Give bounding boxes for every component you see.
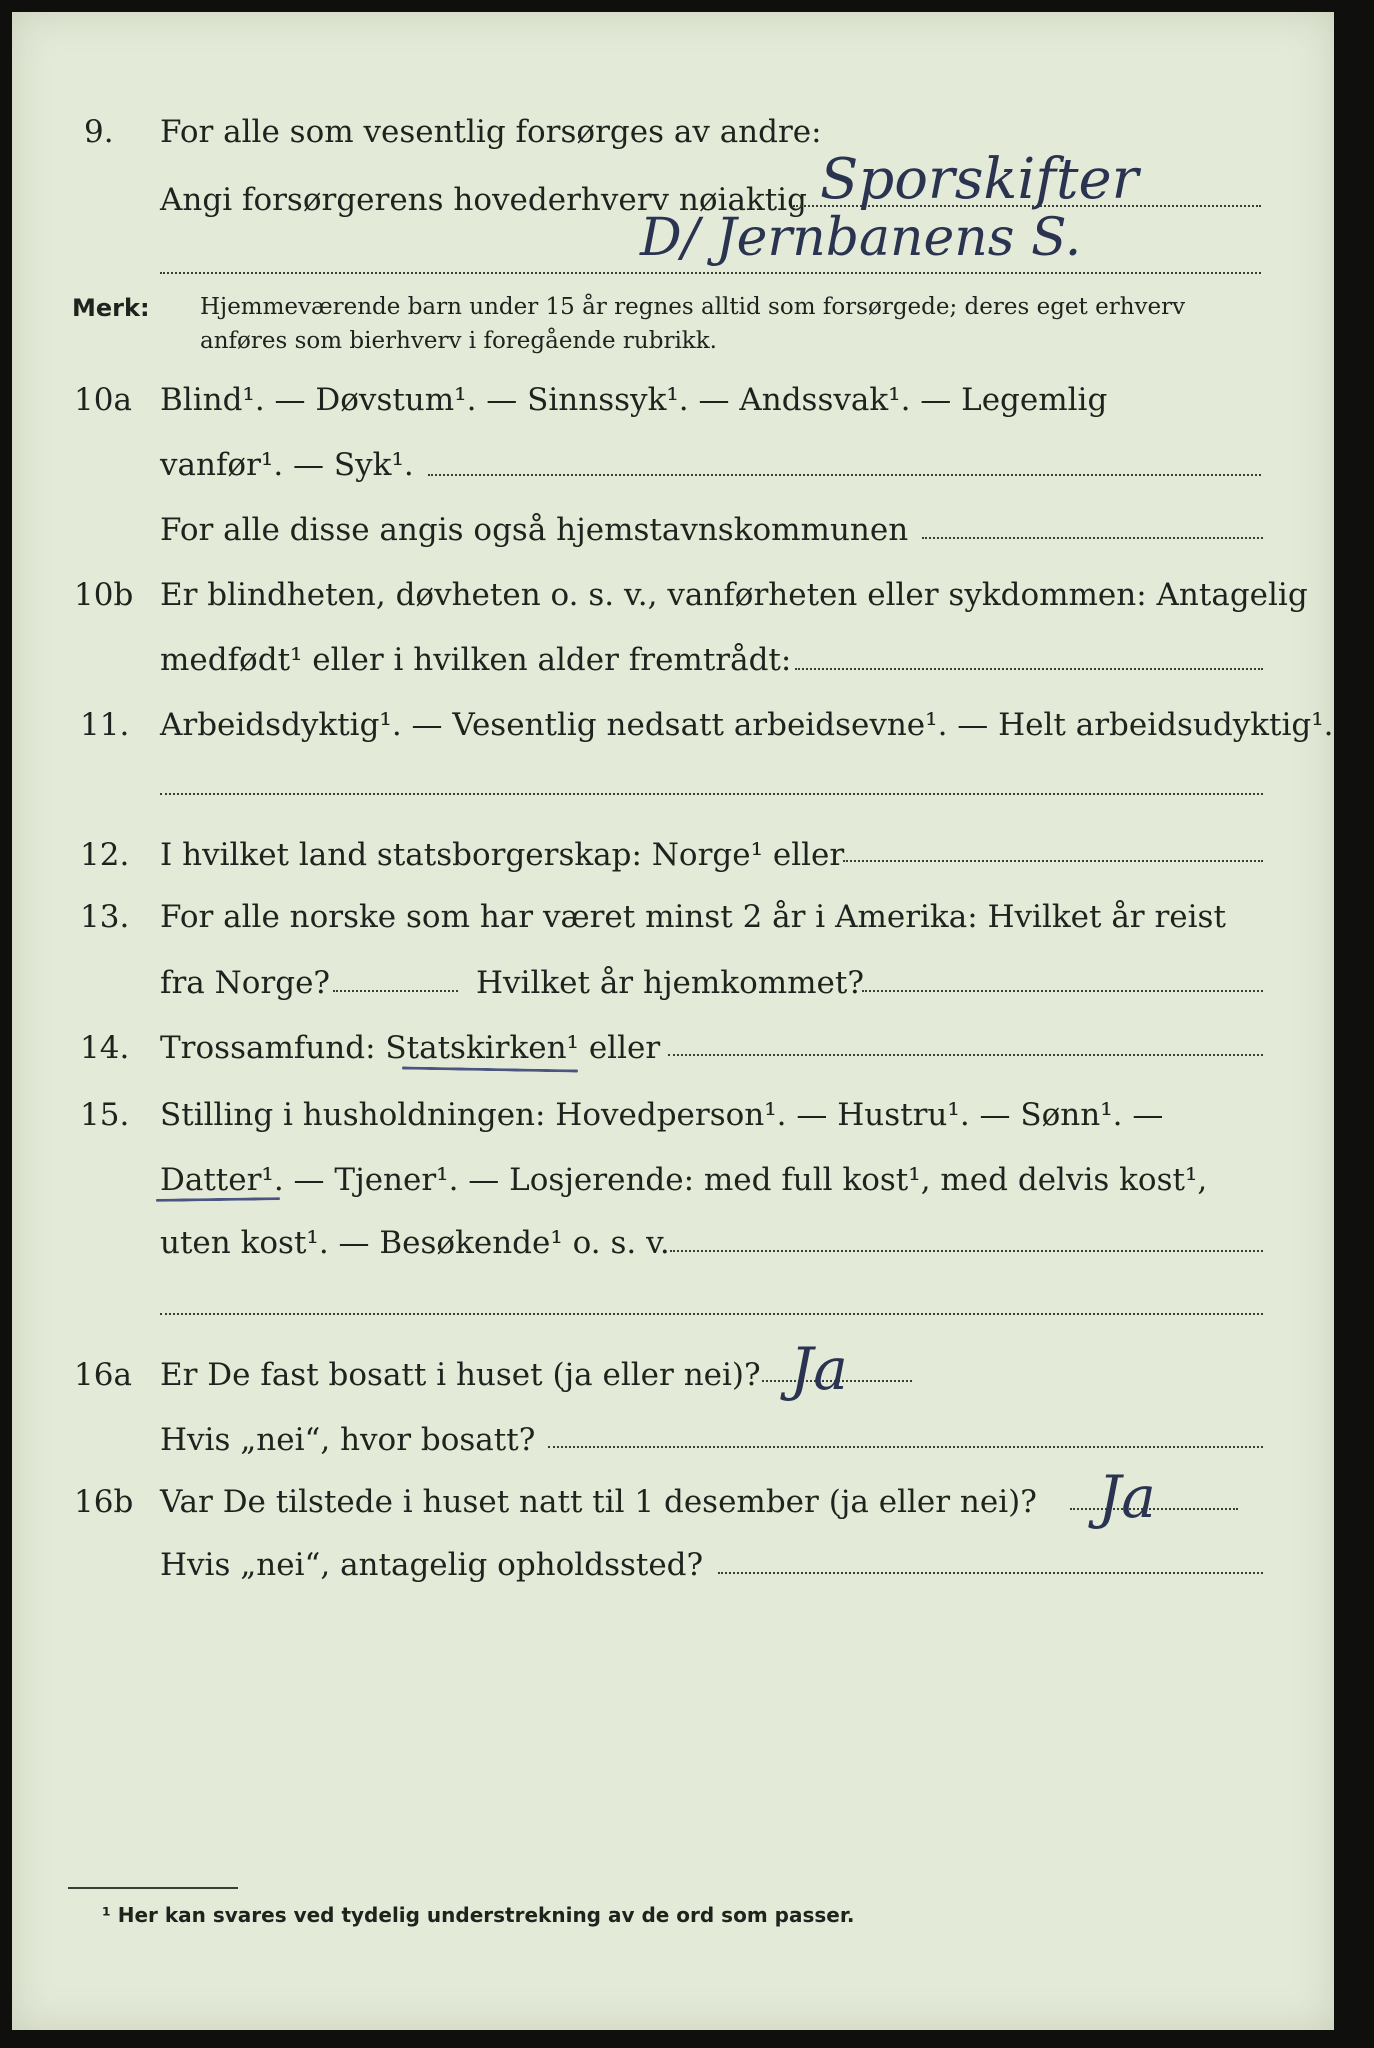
q9-answer-line2[interactable] [160,272,1261,274]
q10a-hometown-line[interactable] [922,537,1263,539]
q15-answer-line2[interactable] [160,1313,1263,1315]
q12-number: 12. [80,837,130,873]
q13-emigrated-year-line[interactable] [333,990,458,992]
q16b-line1: Var De tilstede i huset natt til 1 desember (ja eller nei)? [160,1484,1037,1520]
q10b-answer-line[interactable] [795,668,1263,670]
q10a-number: 10a [74,382,132,418]
q15-line2: Datter¹. — Tjener¹. — Losjerende: med full kost¹, med delvis kost¹, [160,1162,1208,1198]
q9-handwriting-occupation: Sporskifter [820,147,1139,212]
q14-answer-line[interactable] [668,1054,1263,1056]
q13-line2b: Hvilket år hjemkommet? [476,965,864,1001]
q15-number: 15. [80,1097,130,1133]
merk-line1: Hjemmeværende barn under 15 år regnes alltid som forsørgede; deres eget erhverv [200,294,1186,320]
q9-handwriting-employer: D/ Jernbanens S. [640,208,1082,268]
q10b-line1: Er blindheten, døvheten o. s. v., vanførheten eller sykdommen: Antagelig [160,577,1308,613]
q9-line2: Angi forsørgerens hovederhverv nøiaktig [160,182,807,218]
merk-line2: anføres som bierhverv i foregående rubrikk. [200,328,717,354]
q15-answer-line1[interactable] [670,1250,1263,1252]
q10a-line2: vanfør¹. — Syk¹. [160,447,414,483]
q9-line1: For alle som vesentlig forsørges av andre: [160,114,822,150]
q10b-line2: medfødt¹ eller i hvilken alder fremtrådt: [160,642,792,678]
footnote: ¹ Her kan svares ved tydelig understrekning av de ord som passer. [102,1903,855,1927]
q13-returned-year-line[interactable] [862,990,1263,992]
q14-number: 14. [80,1030,130,1066]
merk-label: Merk: [72,294,150,322]
q10b-number: 10b [74,577,134,613]
q13-number: 13. [80,899,130,935]
q13-line2a: fra Norge? [160,965,331,1001]
q16a-residence-line[interactable] [548,1446,1263,1448]
q9-number: 9. [84,114,114,150]
q16a-number: 16a [74,1357,132,1393]
q16b-whereabouts-line[interactable] [718,1572,1263,1574]
q16b-number: 16b [74,1484,134,1520]
q10a-line3: For alle disse angis også hjemstavnskommunen [160,512,909,548]
q11-number: 11. [80,707,130,743]
q12-line1: I hvilket land statsborgerskap: Norge¹ eller [160,837,845,873]
q13-line1: For alle norske som har været minst 2 år i Amerika: Hvilket år reist [160,899,1226,935]
q11-answer-line[interactable] [160,793,1263,795]
q15-line1: Stilling i husholdningen: Hovedperson¹. — Hustru¹. — Sønn¹. — [160,1097,1164,1133]
q16a-line1: Er De fast bosatt i huset (ja eller nei)? [160,1357,761,1393]
q16b-handwritten-answer: Ja [1098,1463,1156,1531]
q16a-handwritten-answer: Ja [790,1335,848,1403]
q16b-line2: Hvis „nei“, antagelig opholdssted? [160,1547,704,1583]
q11-line1: Arbeidsdyktig¹. — Vesentlig nedsatt arbeidsevne¹. — Helt arbeidsudyktig¹. [160,707,1334,743]
q10a-answer-line1[interactable] [428,474,1261,476]
footnote-rule [68,1887,238,1889]
q15-line3: uten kost¹. — Besøkende¹ o. s. v. [160,1225,670,1261]
q10a-line1: Blind¹. — Døvstum¹. — Sinnssyk¹. — Andssvak¹. — Legemlig [160,382,1108,418]
q16a-line2: Hvis „nei“, hvor bosatt? [160,1422,536,1458]
q14-line1: Trossamfund: Statskirken¹ eller [160,1030,661,1066]
q12-answer-line[interactable] [843,860,1263,862]
